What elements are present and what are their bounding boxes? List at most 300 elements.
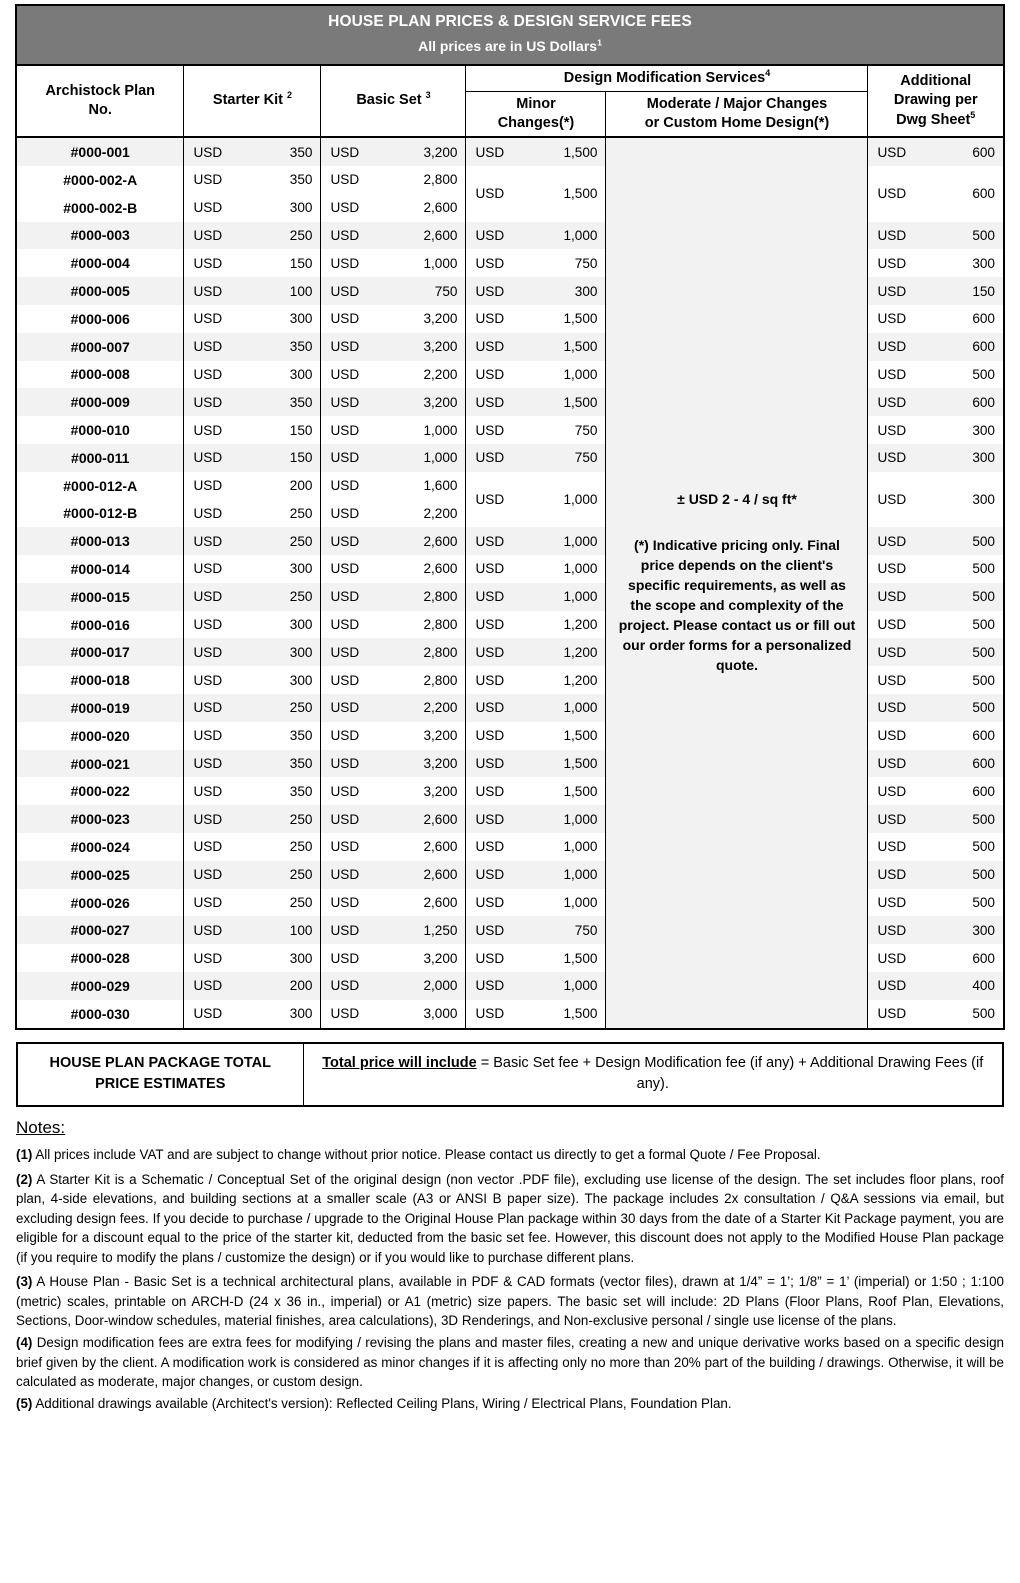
starter-kit-price-cell: [184, 638, 321, 666]
amount-value: 1,000: [563, 700, 598, 716]
amount-value: 300: [289, 1006, 313, 1022]
amount-value: 1,600: [423, 478, 458, 494]
note-text: All prices include VAT and are subject to change without prior notice. Please contact us directly to get a formal Quote / Fee Proposal.: [32, 1146, 821, 1162]
plan-number-cell: #000-027: [16, 916, 184, 944]
additional-drawing-price-cell: [868, 416, 1004, 444]
starter-kit-price-cell: [184, 361, 321, 389]
amount-value: 2,800: [423, 589, 458, 605]
plan-number-cell: #000-015: [16, 583, 184, 611]
currency-code: USD: [475, 144, 505, 160]
col-header-minor-changes: Minor Changes(*): [466, 91, 606, 137]
plan-number-cell: #000-006: [16, 305, 184, 333]
currency-code: USD: [877, 1006, 907, 1022]
minor-changes-price-cell: [466, 611, 606, 639]
amount-value: 150: [289, 422, 313, 438]
currency-code: USD: [193, 311, 223, 327]
amount-value: 1,500: [563, 783, 598, 799]
amount-value: 1,000: [563, 867, 598, 883]
basic-set-price-cell: [321, 361, 466, 389]
additional-drawing-price-cell: [868, 638, 1004, 666]
currency-code: USD: [193, 505, 223, 521]
amount-value: 1,000: [563, 978, 598, 994]
starter-kit-price-cell: [184, 388, 321, 416]
minor-changes-price-cell: [466, 333, 606, 361]
currency-code: USD: [877, 756, 907, 772]
amount-value: 250: [289, 867, 313, 883]
plan-number-cell: #000-023: [16, 805, 184, 833]
basic-set-price-cell: [321, 722, 466, 750]
additional-drawing-price-cell: [868, 444, 1004, 472]
starter-kit-price-cell: [184, 166, 321, 194]
currency-code: USD: [193, 783, 223, 799]
currency-code: USD: [193, 533, 223, 549]
amount-value: 1,500: [563, 186, 598, 202]
amount-value: 2,600: [423, 561, 458, 577]
plan-number-cell: #000-007: [16, 333, 184, 361]
basic-set-price-cell: [321, 972, 466, 1000]
amount-value: 1,200: [563, 617, 598, 633]
starter-kit-price-cell: [184, 972, 321, 1000]
starter-kit-price-cell: [184, 416, 321, 444]
total-box-description: [303, 1043, 1003, 1107]
currency-code: USD: [193, 922, 223, 938]
plan-number-cell: #000-008: [16, 361, 184, 389]
currency-code: USD: [330, 756, 360, 772]
currency-code: USD: [475, 867, 505, 883]
basic-set-price-cell: [321, 750, 466, 778]
basic-set-price-cell: [321, 416, 466, 444]
currency-code: USD: [877, 533, 907, 549]
col-header-design-modification-services: Design Modification Services$^4$: [466, 65, 868, 92]
starter-kit-price-cell: [184, 722, 321, 750]
currency-code: USD: [193, 867, 223, 883]
additional-drawing-price-cell: [868, 944, 1004, 972]
currency-code: USD: [330, 311, 360, 327]
amount-value: 500: [972, 811, 995, 827]
amount-value: 300: [289, 200, 313, 216]
amount-value: 300: [972, 922, 995, 938]
amount-value: 1,000: [563, 895, 598, 911]
header-row-1: [16, 65, 1004, 92]
plan-number-cell: #000-014: [16, 555, 184, 583]
currency-code: USD: [330, 811, 360, 827]
additional-drawing-price-cell: [868, 137, 1004, 166]
amount-value: 2,200: [423, 366, 458, 382]
currency-code: USD: [330, 589, 360, 605]
minor-changes-price-cell: [466, 1000, 606, 1029]
currency-code: USD: [877, 867, 907, 883]
note-text: Additional drawings available (Architect's version): Reflected Ceiling Plans, Wiring / Electrical Plans, Foundation Plan.: [32, 1395, 732, 1411]
currency-code: USD: [877, 227, 907, 243]
amount-value: 100: [289, 922, 313, 938]
currency-code: USD: [193, 839, 223, 855]
currency-code: USD: [330, 450, 360, 466]
amount-value: 350: [289, 394, 313, 410]
starter-kit-price-cell: [184, 137, 321, 166]
minor-changes-price-cell: [466, 638, 606, 666]
amount-value: 2,600: [423, 811, 458, 827]
minor-changes-price-cell: [466, 277, 606, 305]
amount-value: 250: [289, 895, 313, 911]
currency-code: USD: [877, 186, 907, 202]
amount-value: 150: [972, 283, 995, 299]
amount-value: 300: [289, 617, 313, 633]
amount-value: 600: [972, 756, 995, 772]
minor-changes-price-cell: [466, 694, 606, 722]
note-item: [16, 1333, 1004, 1392]
minor-changes-price-cell: [466, 555, 606, 583]
amount-value: 300: [574, 283, 598, 299]
plan-number-cell: #000-029: [16, 972, 184, 1000]
note-item: [16, 1145, 1004, 1165]
additional-drawing-price-cell: [868, 666, 1004, 694]
currency-code: USD: [475, 283, 505, 299]
plan-number-cell: #000-022: [16, 777, 184, 805]
plan-number-cell: #000-005: [16, 277, 184, 305]
minor-changes-price-cell: [466, 889, 606, 917]
amount-value: 1,500: [563, 339, 598, 355]
plan-number-cell: #000-002-A: [16, 166, 184, 194]
amount-value: 3,200: [423, 950, 458, 966]
currency-code: USD: [193, 561, 223, 577]
col-header-major-changes: Moderate / Major Changes or Custom Home Design(*): [606, 91, 868, 137]
footnote-ref-3: 3: [425, 90, 431, 101]
currency-code: USD: [330, 505, 360, 521]
currency-code: USD: [877, 144, 907, 160]
currency-code: USD: [193, 895, 223, 911]
currency-code: USD: [330, 366, 360, 382]
col-header-basic-set: Basic Set $^3$: [321, 65, 466, 137]
amount-value: 500: [972, 672, 995, 688]
amount-value: 500: [972, 839, 995, 855]
footnote-ref-4: 4: [765, 67, 771, 78]
amount-value: 3,000: [423, 1006, 458, 1022]
amount-value: 500: [972, 617, 995, 633]
amount-value: 300: [289, 366, 313, 382]
amount-value: 1,000: [563, 366, 598, 382]
basic-set-price-cell: [321, 638, 466, 666]
basic-set-price-cell: [321, 694, 466, 722]
table-header: [16, 5, 1004, 137]
amount-value: 300: [289, 311, 313, 327]
title-band-row: [16, 5, 1004, 65]
currency-code: USD: [877, 366, 907, 382]
basic-set-price-cell: [321, 583, 466, 611]
minor-changes-price-cell: [466, 722, 606, 750]
plan-number-cell: #000-011: [16, 444, 184, 472]
currency-code: USD: [475, 533, 505, 549]
currency-code: USD: [475, 561, 505, 577]
additional-drawing-price-cell: [868, 249, 1004, 277]
basic-set-price-cell: [321, 194, 466, 222]
currency-code: USD: [193, 672, 223, 688]
currency-code: USD: [877, 339, 907, 355]
amount-value: 2,800: [423, 172, 458, 188]
amount-value: 250: [289, 811, 313, 827]
starter-kit-price-cell: [184, 750, 321, 778]
amount-value: 300: [289, 644, 313, 660]
currency-code: USD: [877, 922, 907, 938]
currency-code: USD: [475, 978, 505, 994]
amount-value: 250: [289, 505, 313, 521]
notes-heading: Notes:: [16, 1118, 66, 1138]
plan-number-cell: #000-009: [16, 388, 184, 416]
starter-kit-price-cell: [184, 555, 321, 583]
currency-code: USD: [330, 255, 360, 271]
amount-value: 300: [289, 561, 313, 577]
amount-value: 2,600: [423, 895, 458, 911]
additional-drawing-price-cell: [868, 805, 1004, 833]
currency-code: USD: [475, 227, 505, 243]
amount-value: 2,600: [423, 867, 458, 883]
plan-number-cell: #000-003: [16, 222, 184, 250]
title-main: HOUSE PLAN PRICES & DESIGN SERVICE FEES: [328, 13, 692, 30]
note-number: (5): [16, 1395, 33, 1411]
house-plan-price-table: [15, 4, 1005, 1030]
amount-value: 300: [972, 255, 995, 271]
amount-value: 150: [289, 255, 313, 271]
note-number: (4): [16, 1335, 33, 1351]
amount-value: 600: [972, 339, 995, 355]
additional-drawing-price-cell: [868, 583, 1004, 611]
currency-code: USD: [330, 144, 360, 160]
basic-set-price-cell: [321, 944, 466, 972]
note-item: [16, 1394, 1004, 1414]
total-box-label: HOUSE PLAN PACKAGE TOTAL PRICE ESTIMATES: [17, 1043, 303, 1107]
currency-code: USD: [877, 672, 907, 688]
package-total-box: [16, 1042, 1004, 1108]
currency-code: USD: [475, 672, 505, 688]
starter-kit-price-cell: [184, 944, 321, 972]
notes-list: [16, 1145, 1004, 1413]
currency-code: USD: [330, 561, 360, 577]
plan-number-cell: #000-030: [16, 1000, 184, 1029]
plan-number-cell: #000-018: [16, 666, 184, 694]
additional-drawing-price-cell: [868, 527, 1004, 555]
currency-code: USD: [475, 1006, 505, 1022]
amount-value: 3,200: [423, 311, 458, 327]
amount-value: 200: [289, 478, 313, 494]
minor-changes-price-cell: [466, 416, 606, 444]
amount-value: 1,000: [563, 839, 598, 855]
amount-value: 3,200: [423, 394, 458, 410]
plan-number-cell: #000-010: [16, 416, 184, 444]
currency-code: USD: [877, 394, 907, 410]
amount-value: 3,200: [423, 783, 458, 799]
plan-number-cell: #000-019: [16, 694, 184, 722]
amount-value: 2,200: [423, 700, 458, 716]
amount-value: 300: [289, 672, 313, 688]
currency-code: USD: [475, 422, 505, 438]
amount-value: 600: [972, 144, 995, 160]
plan-number-cell: #000-002-B: [16, 194, 184, 222]
currency-code: USD: [475, 644, 505, 660]
minor-changes-price-cell: [466, 833, 606, 861]
amount-value: 500: [972, 867, 995, 883]
currency-code: USD: [193, 617, 223, 633]
amount-value: 500: [972, 644, 995, 660]
additional-drawing-price-cell: [868, 555, 1004, 583]
starter-kit-price-cell: [184, 277, 321, 305]
currency-code: USD: [475, 394, 505, 410]
amount-value: 150: [289, 450, 313, 466]
basic-set-price-cell: [321, 472, 466, 500]
plan-number-cell: #000-012-B: [16, 500, 184, 528]
currency-code: USD: [330, 283, 360, 299]
additional-drawing-price-cell: [868, 305, 1004, 333]
amount-value: 350: [289, 172, 313, 188]
currency-code: USD: [877, 728, 907, 744]
amount-value: 750: [574, 450, 598, 466]
amount-value: 2,000: [423, 978, 458, 994]
amount-value: 1,000: [563, 561, 598, 577]
currency-code: USD: [877, 561, 907, 577]
minor-changes-price-cell: [466, 472, 606, 528]
amount-value: 1,000: [423, 255, 458, 271]
starter-kit-price-cell: [184, 194, 321, 222]
currency-code: USD: [475, 728, 505, 744]
currency-code: USD: [475, 922, 505, 938]
minor-changes-price-cell: [466, 861, 606, 889]
total-price-formula: = Basic Set fee + Design Modification fee (if any) + Additional Drawing Fees (if any).: [476, 1054, 984, 1093]
plan-number-cell: #000-021: [16, 750, 184, 778]
currency-code: USD: [330, 728, 360, 744]
currency-code: USD: [475, 839, 505, 855]
note-text: Design modification fees are extra fees for modifying / revising the plans and master files, creating a new and unique derivative works based on a specific design brief given by the client. A modification work is considered as minor changes if it is affecting only no more than 20% part of the building / drawings. Otherwise, it will be calculated as moderate, major changes, or custom design.: [16, 1335, 1004, 1390]
minor-changes-price-cell: [466, 666, 606, 694]
currency-code: USD: [193, 756, 223, 772]
amount-value: 500: [972, 227, 995, 243]
amount-value: 1,200: [563, 644, 598, 660]
basic-set-price-cell: [321, 889, 466, 917]
additional-drawing-price-cell: [868, 694, 1004, 722]
starter-kit-price-cell: [184, 305, 321, 333]
amount-value: 3,200: [423, 728, 458, 744]
currency-code: USD: [193, 366, 223, 382]
plan-number-cell: #000-016: [16, 611, 184, 639]
minor-changes-price-cell: [466, 444, 606, 472]
amount-value: 600: [972, 728, 995, 744]
minor-changes-price-cell: [466, 583, 606, 611]
minor-changes-price-cell: [466, 249, 606, 277]
currency-code: USD: [330, 478, 360, 494]
note-number: (2): [16, 1171, 33, 1187]
amount-value: 2,800: [423, 672, 458, 688]
amount-value: 1,000: [563, 811, 598, 827]
amount-value: 600: [972, 186, 995, 202]
additional-drawing-price-cell: [868, 166, 1004, 222]
currency-code: USD: [475, 186, 505, 202]
amount-value: 1,500: [563, 1006, 598, 1022]
currency-code: USD: [193, 728, 223, 744]
additional-drawing-price-cell: [868, 388, 1004, 416]
amount-value: 250: [289, 839, 313, 855]
currency-code: USD: [330, 700, 360, 716]
currency-code: USD: [475, 700, 505, 716]
table-row: [16, 137, 1004, 166]
basic-set-price-cell: [321, 611, 466, 639]
currency-code: USD: [475, 950, 505, 966]
amount-value: 600: [972, 783, 995, 799]
total-box-row: [17, 1043, 1003, 1107]
basic-set-price-cell: [321, 333, 466, 361]
amount-value: 500: [972, 561, 995, 577]
currency-code: USD: [475, 366, 505, 382]
minor-changes-price-cell: [466, 750, 606, 778]
note-number: (1): [16, 1146, 33, 1162]
amount-value: 750: [434, 283, 458, 299]
currency-code: USD: [877, 492, 907, 507]
amount-value: 100: [289, 283, 313, 299]
currency-code: USD: [193, 144, 223, 160]
additional-drawing-price-cell: [868, 777, 1004, 805]
starter-kit-price-cell: [184, 472, 321, 500]
amount-value: 750: [574, 422, 598, 438]
additional-drawing-price-cell: [868, 333, 1004, 361]
currency-code: USD: [193, 644, 223, 660]
currency-code: USD: [193, 589, 223, 605]
amount-value: 500: [972, 895, 995, 911]
title-subtitle: All prices are in US Dollars$^1$: [418, 37, 602, 55]
amount-value: 350: [289, 339, 313, 355]
currency-code: USD: [193, 978, 223, 994]
amount-value: 2,200: [423, 505, 458, 521]
additional-drawing-price-cell: [868, 611, 1004, 639]
currency-code: USD: [475, 450, 505, 466]
plan-number-cell: #000-024: [16, 833, 184, 861]
basic-set-price-cell: [321, 555, 466, 583]
amount-value: 250: [289, 589, 313, 605]
amount-value: 1,000: [563, 533, 598, 549]
currency-code: USD: [330, 672, 360, 688]
starter-kit-price-cell: [184, 833, 321, 861]
amount-value: 3,200: [423, 756, 458, 772]
minor-changes-price-cell: [466, 777, 606, 805]
amount-value: 500: [972, 589, 995, 605]
amount-value: 3,200: [423, 339, 458, 355]
amount-value: 750: [574, 255, 598, 271]
currency-code: USD: [475, 255, 505, 271]
basic-set-price-cell: [321, 388, 466, 416]
starter-kit-price-cell: [184, 1000, 321, 1029]
amount-value: 2,600: [423, 839, 458, 855]
amount-value: 1,000: [423, 450, 458, 466]
currency-code: USD: [330, 533, 360, 549]
basic-set-price-cell: [321, 666, 466, 694]
additional-drawing-price-cell: [868, 889, 1004, 917]
currency-code: USD: [330, 339, 360, 355]
starter-kit-price-cell: [184, 583, 321, 611]
col-header-starter-kit: Starter Kit $^2$: [184, 65, 321, 137]
amount-value: 600: [972, 311, 995, 327]
basic-set-price-cell: [321, 249, 466, 277]
plan-number-cell: #000-020: [16, 722, 184, 750]
amount-value: 1,500: [563, 311, 598, 327]
additional-drawing-price-cell: [868, 861, 1004, 889]
currency-code: USD: [193, 422, 223, 438]
amount-value: 1,500: [563, 756, 598, 772]
amount-value: 1,000: [563, 589, 598, 605]
currency-code: USD: [330, 200, 360, 216]
currency-code: USD: [193, 1006, 223, 1022]
col-header-plan-no: Archistock Plan No.: [16, 65, 184, 137]
currency-code: USD: [877, 950, 907, 966]
amount-value: 1,200: [563, 672, 598, 688]
starter-kit-price-cell: [184, 777, 321, 805]
additional-drawing-price-cell: [868, 222, 1004, 250]
currency-code: USD: [193, 339, 223, 355]
currency-code: USD: [475, 339, 505, 355]
